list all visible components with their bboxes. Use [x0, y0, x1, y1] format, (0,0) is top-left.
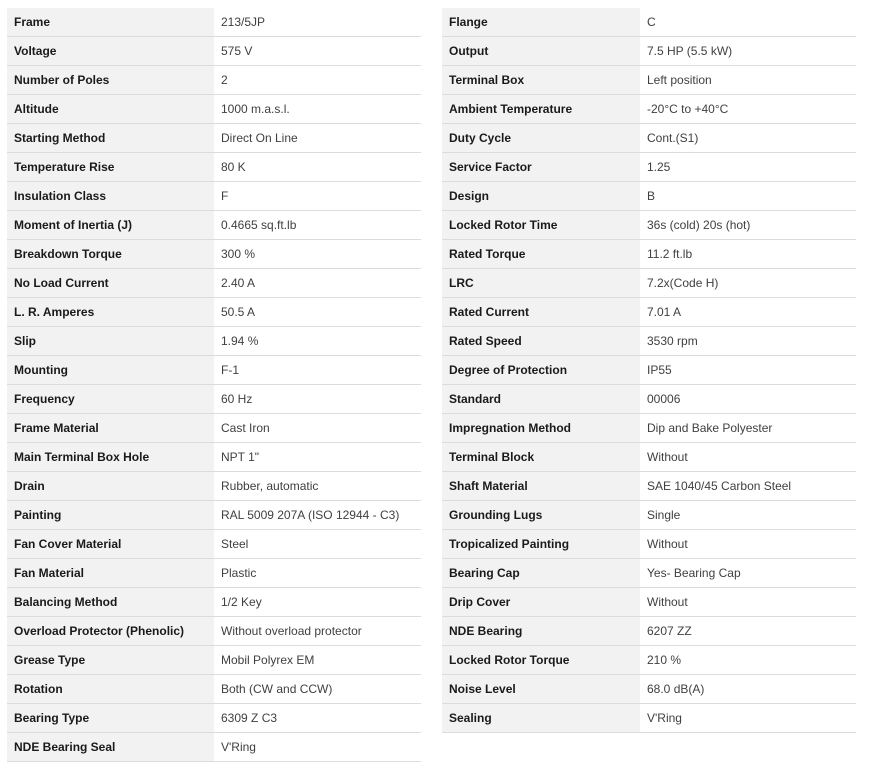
spec-row: [442, 182, 856, 211]
spec-value: 213/5JP: [214, 8, 421, 37]
spec-row: [7, 95, 421, 124]
spec-label: Insulation Class: [7, 182, 214, 211]
spec-row: [7, 385, 421, 414]
spec-label: Standard: [442, 385, 640, 414]
spec-label: Sealing: [442, 704, 640, 733]
spec-value: Without overload protector: [214, 617, 421, 646]
spec-row: [7, 530, 421, 559]
spec-label: Rated Torque: [442, 240, 640, 269]
spec-label: Voltage: [7, 37, 214, 66]
spec-label: Terminal Block: [442, 443, 640, 472]
spec-value: 7.01 A: [640, 298, 856, 327]
spec-label: Locked Rotor Torque: [442, 646, 640, 675]
spec-label: LRC: [442, 269, 640, 298]
spec-row: [7, 443, 421, 472]
spec-row: [442, 588, 856, 617]
spec-value: Mobil Polyrex EM: [214, 646, 421, 675]
spec-label: Painting: [7, 501, 214, 530]
spec-label: Starting Method: [7, 124, 214, 153]
spec-label: Bearing Type: [7, 704, 214, 733]
spec-label: Overload Protector (Phenolic): [7, 617, 214, 646]
spec-value: 68.0 dB(A): [640, 675, 856, 704]
spec-value: 1000 m.a.s.l.: [214, 95, 421, 124]
spec-value: Cast Iron: [214, 414, 421, 443]
spec-label: Impregnation Method: [442, 414, 640, 443]
spec-value: 1.94 %: [214, 327, 421, 356]
spec-label: Grease Type: [7, 646, 214, 675]
spec-value: Steel: [214, 530, 421, 559]
spec-value: Cont.(S1): [640, 124, 856, 153]
spec-row: [442, 298, 856, 327]
spec-value: Without: [640, 443, 856, 472]
specs-table-right-body: [442, 8, 856, 733]
spec-value: 7.5 HP (5.5 kW): [640, 37, 856, 66]
spec-value: 3530 rpm: [640, 327, 856, 356]
spec-label: L. R. Amperes: [7, 298, 214, 327]
spec-value: Direct On Line: [214, 124, 421, 153]
spec-row: [442, 124, 856, 153]
spec-value: SAE 1040/45 Carbon Steel: [640, 472, 856, 501]
spec-label: Main Terminal Box Hole: [7, 443, 214, 472]
spec-value: Both (CW and CCW): [214, 675, 421, 704]
spec-row: [442, 530, 856, 559]
spec-row: [7, 66, 421, 95]
spec-value: 1/2 Key: [214, 588, 421, 617]
spec-value: 6309 Z C3: [214, 704, 421, 733]
spec-value: V'Ring: [640, 704, 856, 733]
spec-value: Left position: [640, 66, 856, 95]
spec-label: Flange: [442, 8, 640, 37]
spec-label: Drip Cover: [442, 588, 640, 617]
spec-value: Single: [640, 501, 856, 530]
spec-value: Plastic: [214, 559, 421, 588]
spec-label: Bearing Cap: [442, 559, 640, 588]
spec-row: [442, 501, 856, 530]
spec-label: Mounting: [7, 356, 214, 385]
spec-label: Tropicalized Painting: [442, 530, 640, 559]
spec-row: [442, 37, 856, 66]
spec-row: [442, 646, 856, 675]
spec-label: Rated Speed: [442, 327, 640, 356]
spec-label: Temperature Rise: [7, 153, 214, 182]
spec-row: [7, 646, 421, 675]
spec-label: Slip: [7, 327, 214, 356]
spec-value: Rubber, automatic: [214, 472, 421, 501]
spec-row: [7, 356, 421, 385]
spec-value: F: [214, 182, 421, 211]
spec-value: 0.4665 sq.ft.lb: [214, 211, 421, 240]
spec-row: [442, 356, 856, 385]
spec-label: NDE Bearing: [442, 617, 640, 646]
spec-row: [442, 472, 856, 501]
spec-row: [442, 327, 856, 356]
spec-value: 2: [214, 66, 421, 95]
spec-value: V'Ring: [214, 733, 421, 762]
spec-value: IP55: [640, 356, 856, 385]
spec-label: Degree of Protection: [442, 356, 640, 385]
spec-value: 2.40 A: [214, 269, 421, 298]
spec-row: [7, 327, 421, 356]
spec-row: [442, 704, 856, 733]
spec-row: [7, 559, 421, 588]
spec-row: [7, 414, 421, 443]
spec-value: 50.5 A: [214, 298, 421, 327]
spec-value: 7.2x(Code H): [640, 269, 856, 298]
spec-value: RAL 5009 207A (ISO 12944 - C3): [214, 501, 421, 530]
spec-label: Frequency: [7, 385, 214, 414]
spec-value: 80 K: [214, 153, 421, 182]
spec-row: [442, 675, 856, 704]
spec-row: [7, 182, 421, 211]
spec-row: [442, 443, 856, 472]
spec-value: Dip and Bake Polyester: [640, 414, 856, 443]
specs-table-left: [7, 8, 421, 762]
spec-value: 575 V: [214, 37, 421, 66]
spec-label: Output: [442, 37, 640, 66]
spec-row: [7, 675, 421, 704]
spec-row: [7, 704, 421, 733]
spec-value: -20°C to +40°C: [640, 95, 856, 124]
spec-label: Frame: [7, 8, 214, 37]
spec-row: [442, 414, 856, 443]
spec-label: Altitude: [7, 95, 214, 124]
spec-label: Ambient Temperature: [442, 95, 640, 124]
spec-value: 1.25: [640, 153, 856, 182]
spec-value: Without: [640, 588, 856, 617]
spec-value: B: [640, 182, 856, 211]
spec-row: [7, 501, 421, 530]
spec-value: 36s (cold) 20s (hot): [640, 211, 856, 240]
spec-row: [442, 559, 856, 588]
spec-label: Moment of Inertia (J): [7, 211, 214, 240]
spec-row: [442, 211, 856, 240]
spec-row: [442, 385, 856, 414]
spec-value: Without: [640, 530, 856, 559]
spec-value: 11.2 ft.lb: [640, 240, 856, 269]
spec-label: Shaft Material: [442, 472, 640, 501]
spec-row: [7, 240, 421, 269]
spec-row: [442, 269, 856, 298]
spec-value: 60 Hz: [214, 385, 421, 414]
spec-value: 00006: [640, 385, 856, 414]
spec-label: Breakdown Torque: [7, 240, 214, 269]
spec-row: [442, 8, 856, 37]
spec-row: [7, 8, 421, 37]
spec-row: [442, 240, 856, 269]
spec-label: No Load Current: [7, 269, 214, 298]
spec-row: [442, 153, 856, 182]
spec-label: Frame Material: [7, 414, 214, 443]
spec-row: [442, 95, 856, 124]
spec-row: [7, 472, 421, 501]
spec-row: [7, 588, 421, 617]
spec-row: [7, 617, 421, 646]
spec-label: Rated Current: [442, 298, 640, 327]
spec-row: [7, 298, 421, 327]
specs-table-left-body: [7, 8, 421, 762]
spec-label: Grounding Lugs: [442, 501, 640, 530]
spec-label: Design: [442, 182, 640, 211]
spec-row: [7, 211, 421, 240]
spec-row: [7, 269, 421, 298]
spec-label: Locked Rotor Time: [442, 211, 640, 240]
spec-row: [442, 66, 856, 95]
spec-label: Terminal Box: [442, 66, 640, 95]
spec-value: 210 %: [640, 646, 856, 675]
spec-label: NDE Bearing Seal: [7, 733, 214, 762]
spec-value: 300 %: [214, 240, 421, 269]
spec-label: Number of Poles: [7, 66, 214, 95]
spec-value: 6207 ZZ: [640, 617, 856, 646]
spec-label: Fan Material: [7, 559, 214, 588]
spec-value: NPT 1": [214, 443, 421, 472]
spec-label: Service Factor: [442, 153, 640, 182]
spec-label: Duty Cycle: [442, 124, 640, 153]
spec-label: Rotation: [7, 675, 214, 704]
spec-value: Yes- Bearing Cap: [640, 559, 856, 588]
spec-row: [442, 617, 856, 646]
spec-label: Balancing Method: [7, 588, 214, 617]
spec-row: [7, 153, 421, 182]
spec-label: Fan Cover Material: [7, 530, 214, 559]
spec-row: [7, 733, 421, 762]
spec-value: F-1: [214, 356, 421, 385]
spec-row: [7, 37, 421, 66]
spec-value: C: [640, 8, 856, 37]
spec-label: Drain: [7, 472, 214, 501]
specs-table-right: [442, 8, 856, 733]
spec-label: Noise Level: [442, 675, 640, 704]
spec-row: [7, 124, 421, 153]
